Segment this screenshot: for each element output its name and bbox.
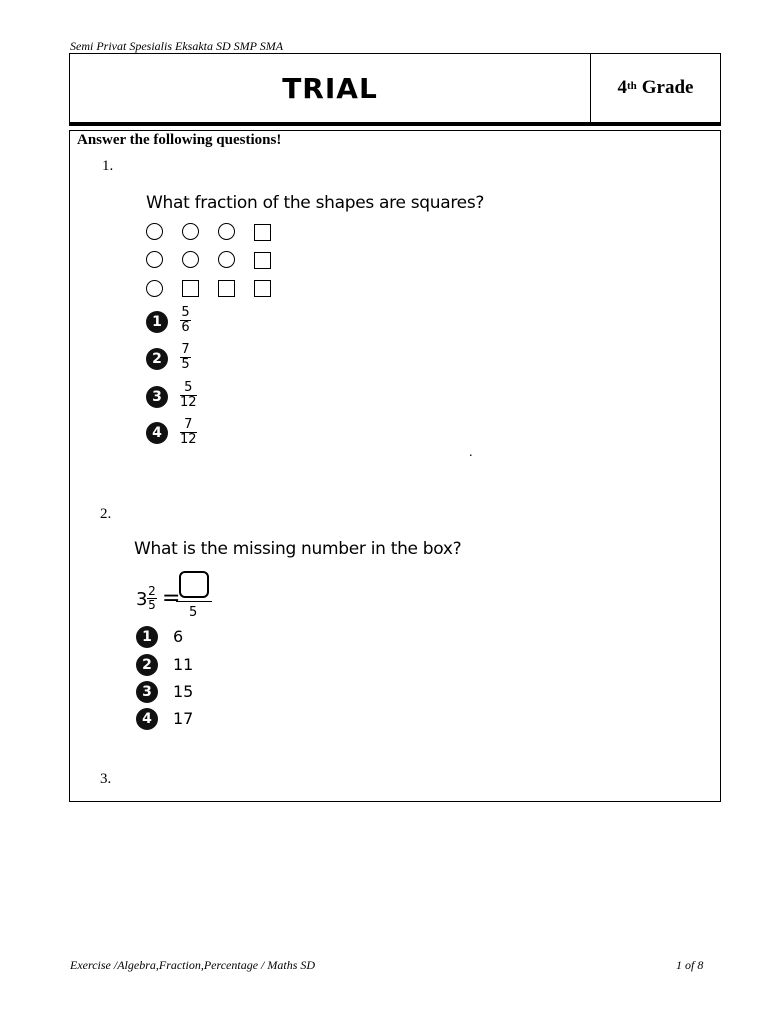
grade-number: 4 <box>617 77 627 98</box>
result-denominator: 5 <box>189 605 198 620</box>
option-3-badge[interactable]: 3 <box>146 386 168 408</box>
option-4-badge[interactable]: 4 <box>136 708 158 730</box>
mixed-number-equation <box>136 571 226 625</box>
page-title: TRIAL <box>282 71 378 105</box>
option-3-denominator: 12 <box>180 395 197 410</box>
square-shape <box>218 280 235 297</box>
option-1-badge[interactable]: 1 <box>136 626 158 648</box>
footer-page-number: 1 of 8 <box>676 958 704 972</box>
square-shape <box>182 280 199 297</box>
circle-shape <box>146 223 163 240</box>
circle-shape <box>146 280 163 297</box>
equation-numerator: 2 <box>148 584 156 598</box>
circle-shape <box>218 251 235 268</box>
header-note: Semi Privat Spesialis Eksakta SD SMP SMA <box>70 39 284 53</box>
instructions: Answer the following questions! <box>77 132 282 148</box>
question-3-number: 3. <box>100 771 112 787</box>
circle-shape <box>218 223 235 240</box>
equation-whole: 3 <box>136 589 148 610</box>
option-2-badge[interactable]: 2 <box>136 654 158 676</box>
grade-cell <box>591 54 720 122</box>
questions-box <box>69 130 721 802</box>
option-1-fraction[interactable] <box>180 306 191 335</box>
grade-label: Grade <box>641 77 694 98</box>
footer-subject: Exercise /Algebra,Fraction,Percentage / Maths SD <box>70 958 316 972</box>
title-cell <box>70 54 591 122</box>
option-2-numerator: 7 <box>181 342 190 357</box>
square-shape <box>254 252 271 269</box>
option-2-badge[interactable]: 2 <box>146 348 168 370</box>
missing-number-box[interactable] <box>179 571 209 598</box>
circle-shape <box>146 251 163 268</box>
option-1-badge[interactable]: 1 <box>146 311 168 333</box>
option-2-denominator: 5 <box>181 357 190 372</box>
option-3-numerator: 5 <box>184 380 193 395</box>
option-4-numerator: 7 <box>184 417 193 432</box>
question-1-number: 1. <box>102 158 114 174</box>
square-shape <box>254 280 271 297</box>
option-4-badge[interactable]: 4 <box>146 422 168 444</box>
question-1-text: What fraction of the shapes are squares? <box>146 193 485 213</box>
option-2-fraction[interactable] <box>180 343 191 372</box>
option-3-value[interactable]: 15 <box>173 682 194 701</box>
option-3-badge[interactable]: 3 <box>136 681 158 703</box>
option-4-denominator: 12 <box>180 432 197 447</box>
trailing-mark: . <box>469 445 473 460</box>
question-2-text: What is the missing number in the box? <box>134 539 462 559</box>
option-4-fraction[interactable] <box>180 418 197 447</box>
question-2-number: 2. <box>100 506 112 522</box>
circle-shape <box>182 251 199 268</box>
option-4-value[interactable]: 17 <box>173 709 194 728</box>
circle-shape <box>182 223 199 240</box>
option-3-fraction[interactable] <box>180 381 197 410</box>
equation-fraction <box>147 585 157 612</box>
equals-sign: = <box>162 586 181 611</box>
option-1-numerator: 5 <box>181 305 190 320</box>
grade-suffix: th <box>627 80 637 92</box>
option-1-value[interactable]: 6 <box>173 627 184 646</box>
option-1-denominator: 6 <box>181 320 190 335</box>
fraction-bar <box>176 601 212 602</box>
equation-denominator: 5 <box>148 598 156 612</box>
square-shape <box>254 224 271 241</box>
option-2-value[interactable]: 11 <box>173 655 194 674</box>
title-box <box>69 53 721 126</box>
